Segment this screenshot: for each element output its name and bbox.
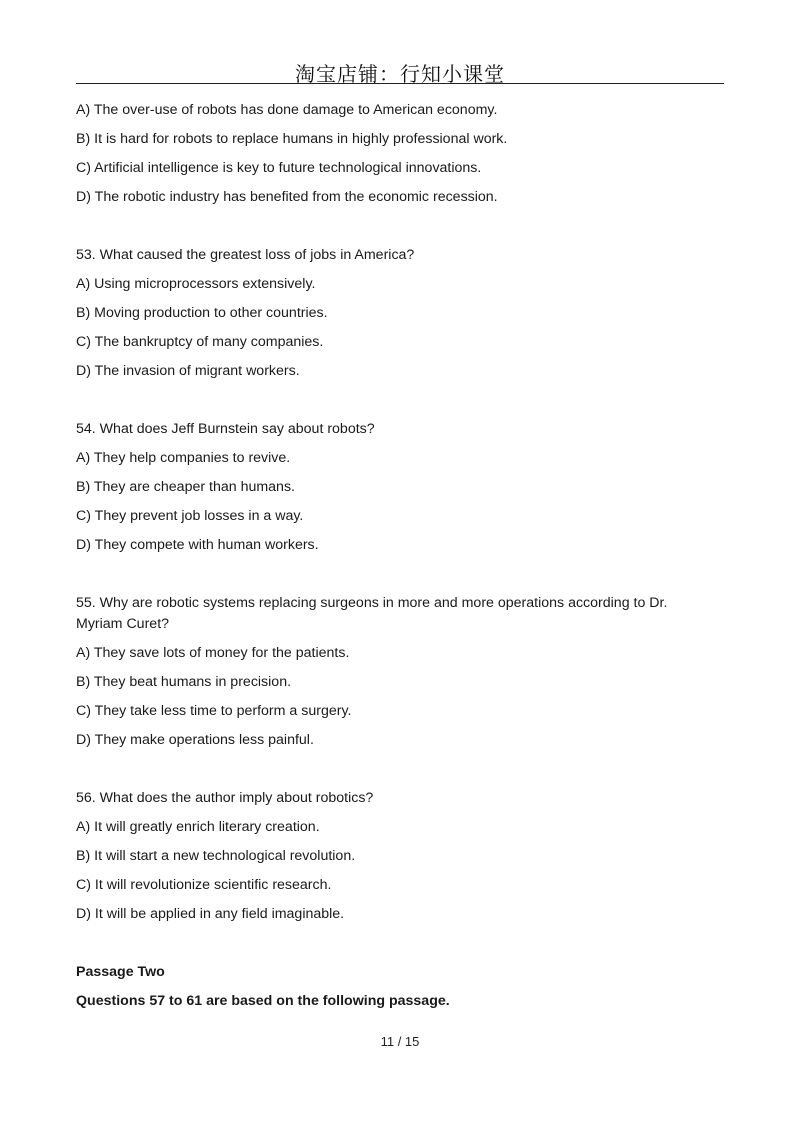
- question-text: 54. What does Jeff Burnstein say about robots?: [76, 421, 375, 437]
- question-53: [76, 241, 716, 386]
- q52-option-d: D) The robotic industry has benefited from the economic recession.: [76, 189, 498, 205]
- option-a: A) It will greatly enrich literary creation.: [76, 819, 320, 835]
- option-a: A) Using microprocessors extensively.: [76, 276, 316, 292]
- page-number: 11 / 15: [380, 1034, 420, 1049]
- option-c: C) The bankruptcy of many companies.: [76, 334, 324, 350]
- option-d: D) It will be applied in any field imaginable.: [76, 906, 345, 922]
- option-d: D) They compete with human workers.: [76, 537, 319, 553]
- question-text: 55. Why are robotic systems replacing surgeons in more and more operations according to Dr. Myriam Curet?: [76, 595, 668, 632]
- q52-option-a: A) The over-use of robots has done damage to American economy.: [76, 102, 498, 118]
- question-54: [76, 415, 716, 560]
- page-header-title: 淘宝店铺：行知小课堂: [295, 64, 505, 86]
- option-b: B) Moving production to other countries.: [76, 305, 328, 321]
- q52-option-c: C) Artificial intelligence is key to future technological innovations.: [76, 160, 482, 176]
- option-b: B) It will start a new technological revolution.: [76, 848, 356, 864]
- passage-title: Passage Two: [76, 964, 165, 980]
- option-c: C) It will revolutionize scientific research.: [76, 877, 332, 893]
- option-c: C) They prevent job losses in a way.: [76, 508, 304, 524]
- option-a: A) They save lots of money for the patients.: [76, 645, 350, 661]
- option-d: D) They make operations less painful.: [76, 732, 314, 748]
- question-text: 53. What caused the greatest loss of jobs in America?: [76, 247, 415, 263]
- option-c: C) They take less time to perform a surgery.: [76, 703, 352, 719]
- option-a: A) They help companies to revive.: [76, 450, 291, 466]
- q52-option-b: B) It is hard for robots to replace humans in highly professional work.: [76, 131, 508, 147]
- question-56: [76, 784, 716, 929]
- option-b: B) They are cheaper than humans.: [76, 479, 295, 495]
- option-b: B) They beat humans in precision.: [76, 674, 292, 690]
- header-divider: [76, 83, 724, 84]
- passage-intro: Questions 57 to 61 are based on the following passage.: [76, 993, 450, 1009]
- option-d: D) The invasion of migrant workers.: [76, 363, 300, 379]
- question-52-options: [76, 96, 716, 212]
- question-55: [76, 589, 716, 755]
- question-text: 56. What does the author imply about robotics?: [76, 790, 374, 806]
- document-body: [76, 96, 716, 1016]
